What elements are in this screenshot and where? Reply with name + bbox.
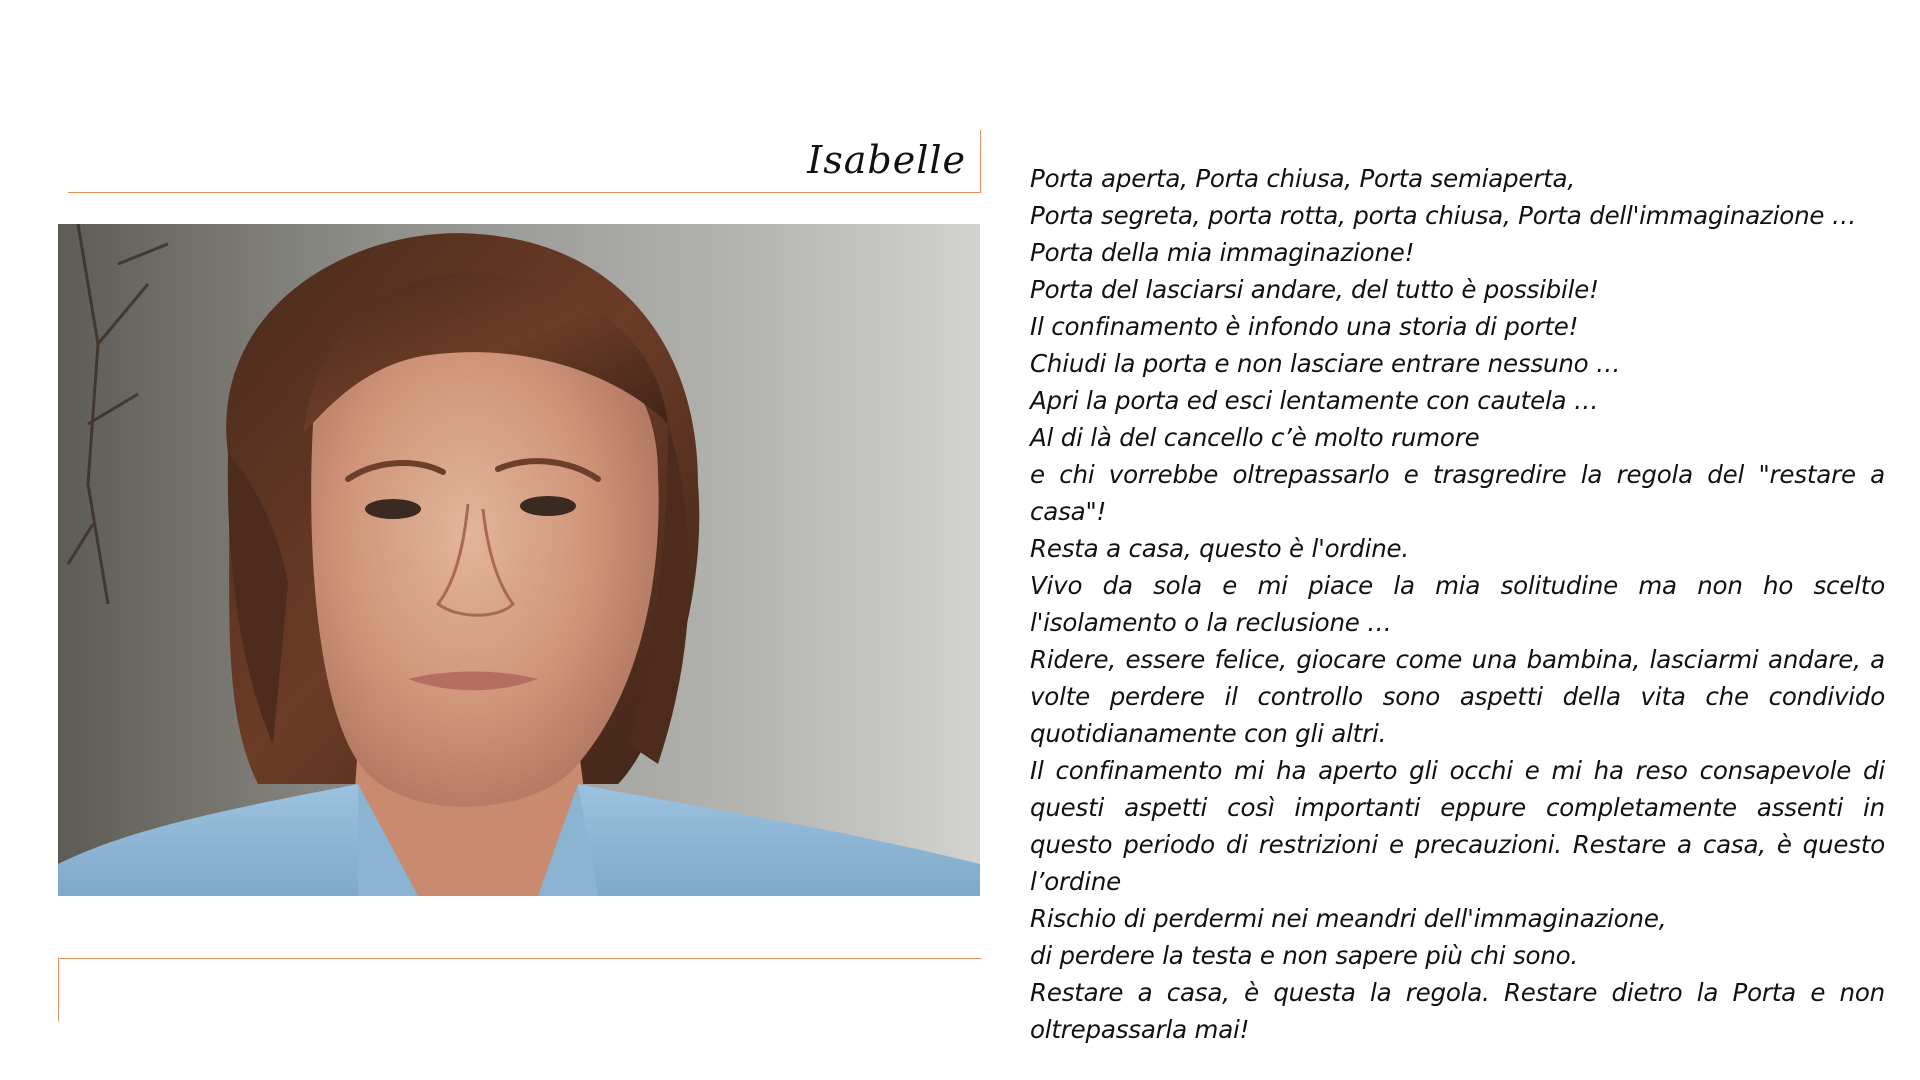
poem-line: Al di là del cancello c’è molto rumore: [1030, 423, 1480, 452]
poem-line: e chi vorrebbe oltrepassarlo e trasgredire la regola del "restare a casa"!: [1030, 460, 1885, 526]
poem-line: Resta a casa, questo è l'ordine.: [1030, 534, 1410, 563]
caption-frame: [58, 958, 981, 1021]
poem-line: Porta della mia immaginazione!: [1030, 238, 1415, 267]
poem-line: Chiudi la porta e non lasciare entrare nessuno …: [1030, 349, 1621, 378]
poem-line: Vivo da sola e mi piace la mia solitudine ma non ho scelto l'isolamento o la reclusione …: [1030, 571, 1885, 637]
poem-line: Restare a casa, è questa la regola. Restare dietro la Porta e non oltrepassarla mai!: [1030, 978, 1885, 1044]
poem-text: [1030, 160, 1885, 1048]
poem-line: Il confinamento è infondo una storia di porte!: [1030, 312, 1579, 341]
page-title: Isabelle: [807, 138, 966, 182]
poem-line: di perdere la testa e non sapere più chi sono.: [1030, 941, 1579, 970]
poem-line: Il confinamento mi ha aperto gli occhi e mi ha reso consapevole di questi aspetti così importanti eppure completamente assenti in questo periodo di restrizioni e precauzioni. Restare a casa, è questo l’ordine: [1030, 756, 1885, 896]
portrait-photo: [58, 224, 980, 896]
poem-line: Porta del lasciarsi andare, del tutto è possibile!: [1030, 275, 1599, 304]
poem-line: Apri la porta ed esci lentamente con cautela …: [1030, 386, 1599, 415]
poem-line: Ridere, essere felice, giocare come una bambina, lasciarmi andare, a volte perdere il controllo sono aspetti della vita che condivido quotidianamente con gli altri.: [1030, 645, 1885, 748]
poem-line: Porta segreta, porta rotta, porta chiusa, Porta dell'immaginazione …: [1030, 201, 1857, 230]
title-frame: [68, 130, 981, 193]
poem-line: Rischio di perdermi nei meandri dell'immaginazione,: [1030, 904, 1667, 933]
poem-line: Porta aperta, Porta chiusa, Porta semiaperta,: [1030, 164, 1575, 193]
